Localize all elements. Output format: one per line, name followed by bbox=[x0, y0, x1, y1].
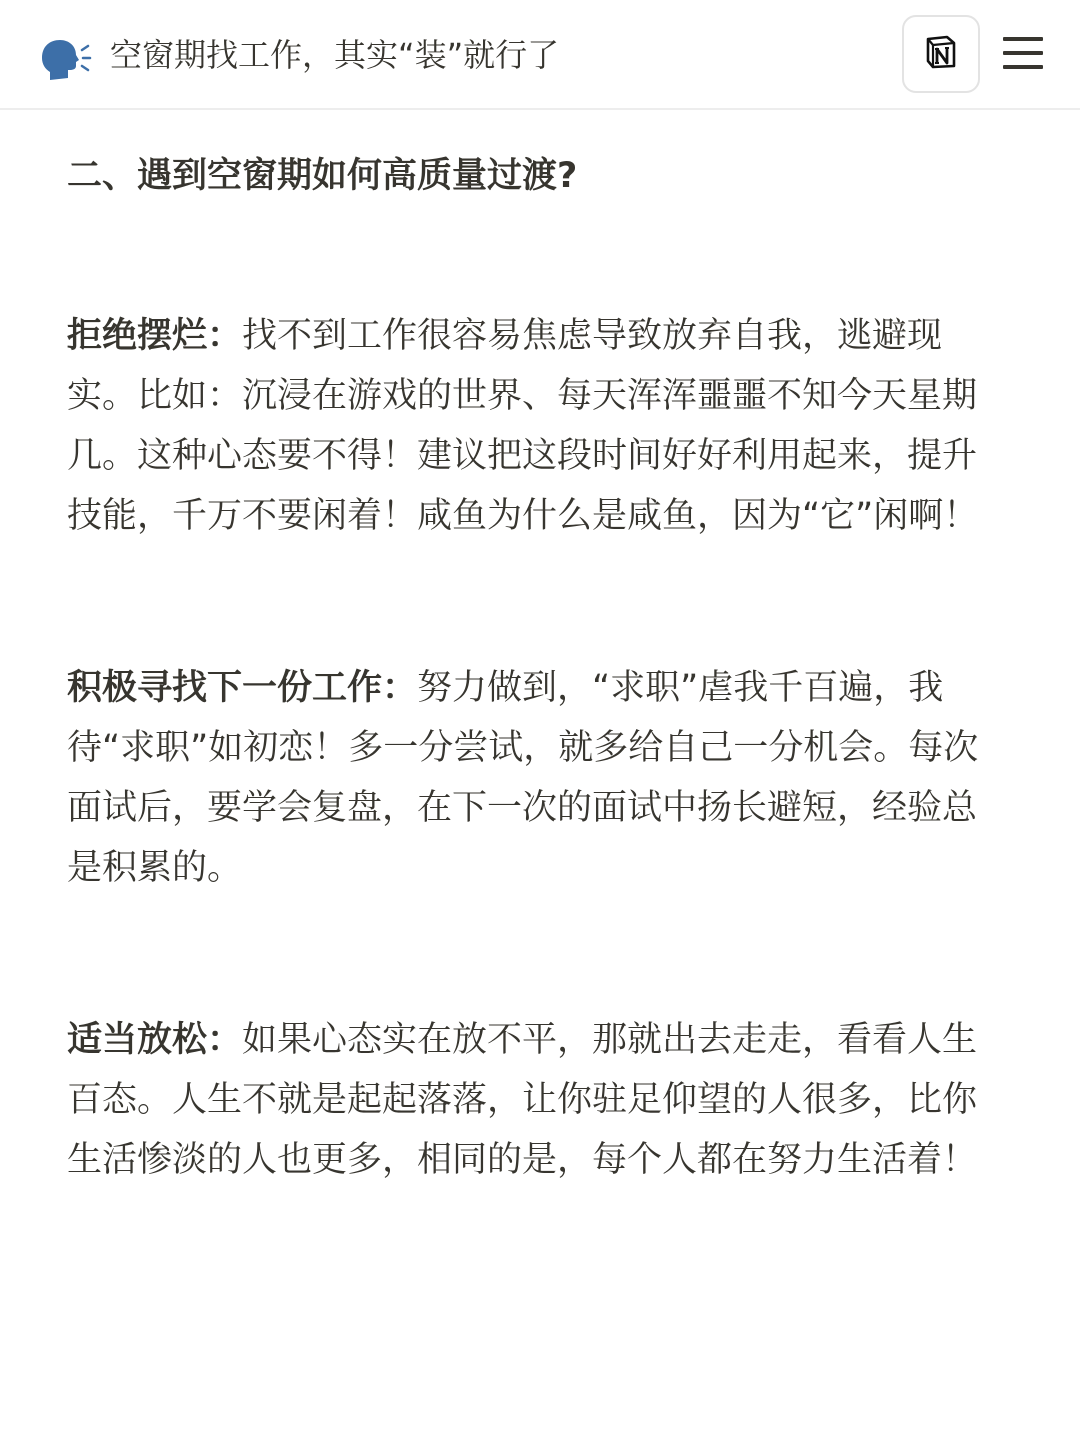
paragraph-lead: 拒绝摆烂： bbox=[67, 316, 243, 356]
paragraph-body: 如果心态实在放不平，那就出去走走，看看人生百态。人生不就是起起落落，让你驻足仰望的人很多，比你生活惨淡的人也更多，相同的是，每个人都在努力生活着！ bbox=[67, 1020, 978, 1180]
paragraph-job-search bbox=[67, 658, 997, 898]
paragraph-body: 找不到工作很容易焦虑导致放弃自我，逃避现实。比如：沉浸在游戏的世界、每天浑浑噩噩不知今天星期几。这种心态要不得！建议把这段时间好好利用起来，提升技能，千万不要闲着！咸鱼为什么是咸鱼，因为“它”闲啊！ bbox=[67, 316, 979, 536]
menu-button[interactable] bbox=[998, 30, 1048, 80]
paragraph-lead: 积极寻找下一份工作： bbox=[67, 668, 418, 708]
notion-button[interactable] bbox=[902, 15, 980, 93]
paragraph-body: 努力做到，“求职”虐我千百遍，我待“求职”如初恋！多一分尝试，就多给自己一分机会。每次面试后，要学会复盘，在下一次的面试中扬长避短，经验总是积累的。 bbox=[67, 668, 979, 888]
page-title: 空窗期找工作，其实“装”就行了 bbox=[110, 36, 560, 74]
speaking-head-icon bbox=[36, 36, 92, 84]
hamburger-menu-icon bbox=[1001, 34, 1045, 76]
notion-logo-icon bbox=[923, 34, 959, 74]
paragraph-lead: 适当放松： bbox=[67, 1020, 243, 1060]
article-content bbox=[67, 140, 997, 1190]
top-bar bbox=[0, 0, 1080, 110]
section-heading: 二、遇到空窗期如何高质量过渡? bbox=[67, 156, 578, 196]
paragraph-relax bbox=[67, 1010, 997, 1190]
paragraph-refuse-slacking bbox=[67, 306, 997, 546]
